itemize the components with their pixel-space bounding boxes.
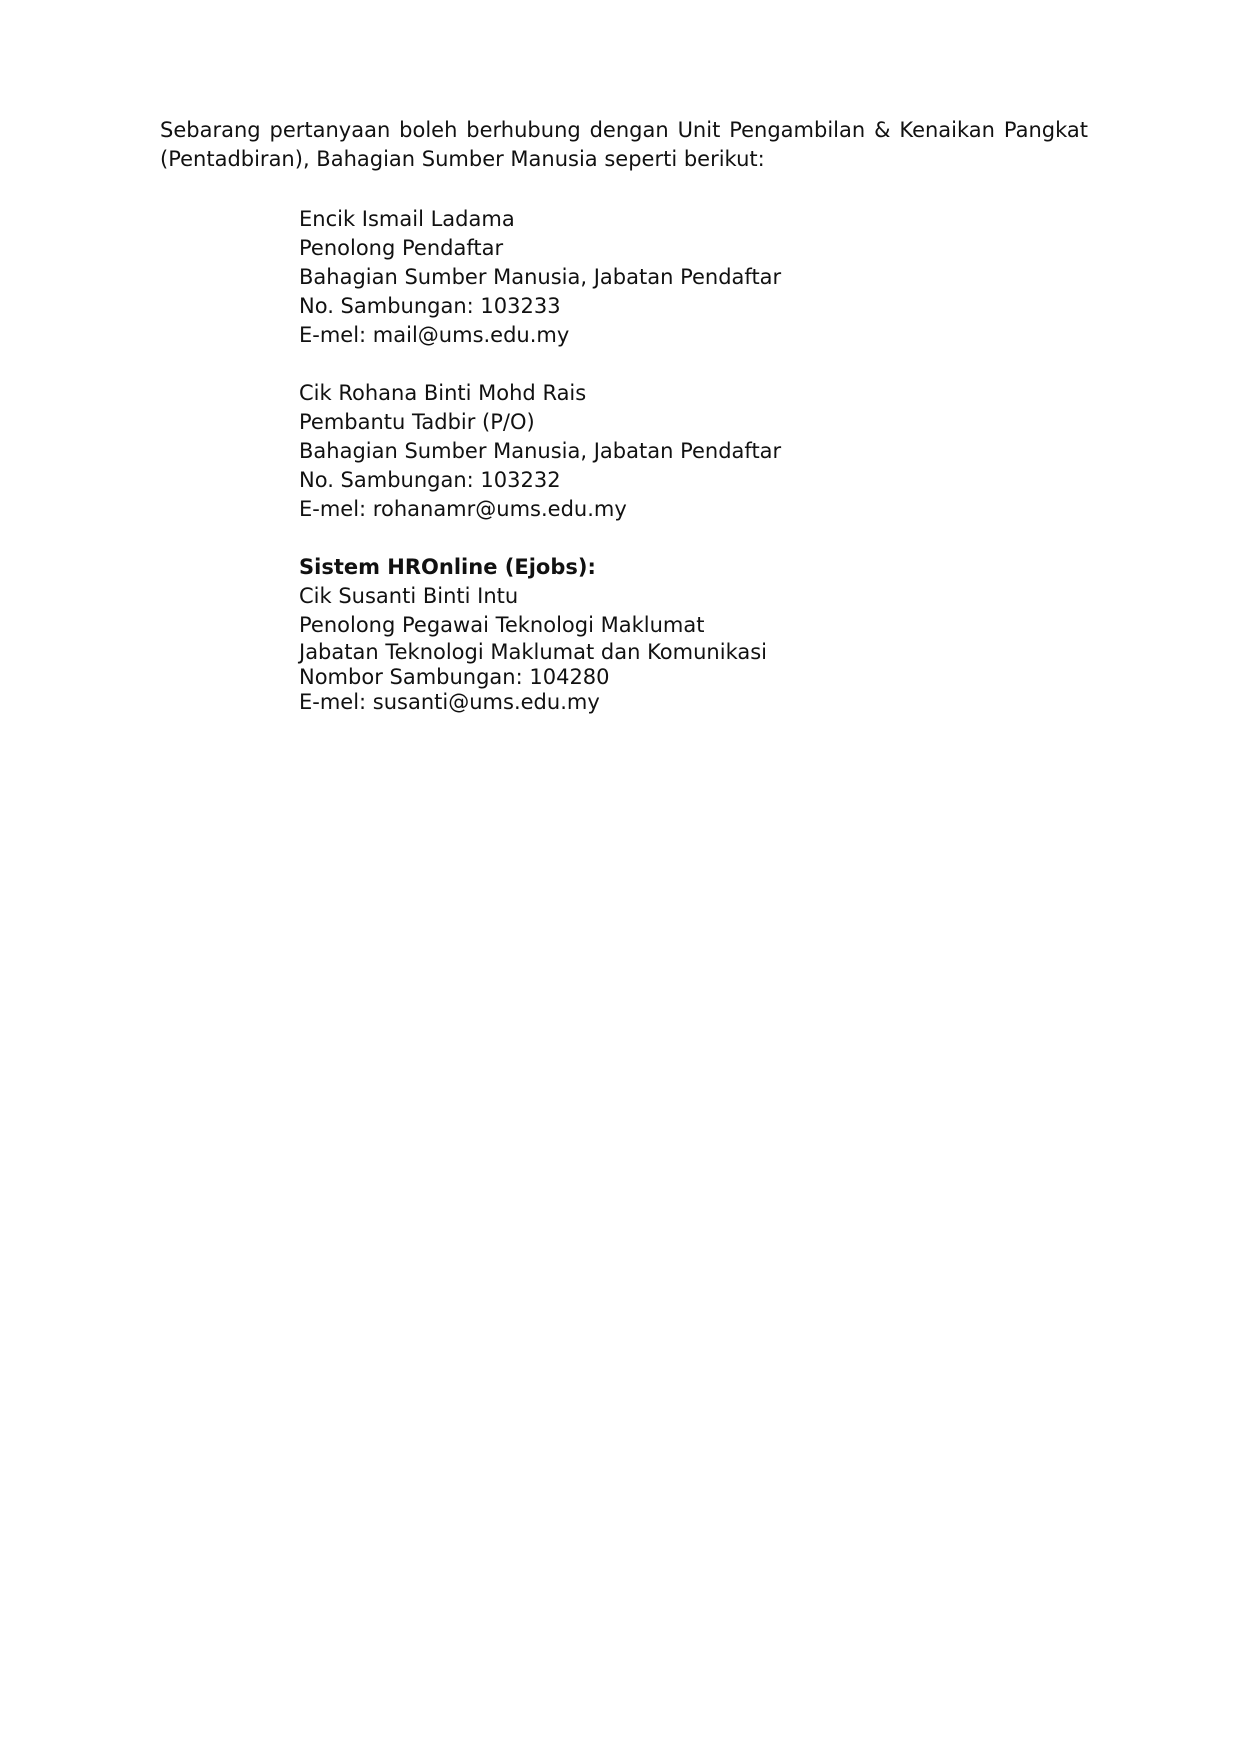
contact-name: Encik Ismail Ladama: [299, 207, 515, 231]
contact-block-2: [299, 379, 999, 524]
contact-department: Bahagian Sumber Manusia, Jabatan Pendaftar: [299, 439, 782, 463]
contact-name: Cik Susanti Binti Intu: [299, 584, 519, 608]
contact-email: E-mel: susanti@ums.edu.my: [299, 690, 600, 714]
contact-extension: No. Sambungan: 103233: [299, 294, 561, 318]
contact-extension: Nombor Sambungan: 104280: [299, 665, 610, 689]
contact-block-3: [299, 553, 999, 715]
contact-email: E-mel: rohanamr@ums.edu.my: [299, 497, 627, 521]
contact-block-1: [299, 205, 999, 350]
section-heading: Sistem HROnline (Ejobs):: [299, 555, 596, 579]
contact-list: [299, 205, 999, 744]
contact-extension: No. Sambungan: 103232: [299, 468, 561, 492]
contact-name: Cik Rohana Binti Mohd Rais: [299, 381, 587, 405]
contact-position: Penolong Pendaftar: [299, 236, 504, 260]
contact-department: Bahagian Sumber Manusia, Jabatan Pendaftar: [299, 265, 782, 289]
intro-paragraph: Sebarang pertanyaan boleh berhubung dengan Unit Pengambilan & Kenaikan Pangkat (Pentadbiran), Bahagian Sumber Manusia seperti berikut:: [160, 118, 1088, 171]
contact-position: Penolong Pegawai Teknologi Maklumat: [299, 613, 705, 637]
contact-department: Jabatan Teknologi Maklumat dan Komunikasi: [299, 640, 767, 664]
contact-position: Pembantu Tadbir (P/O): [299, 410, 535, 434]
contact-email: E-mel: mail@ums.edu.my: [299, 323, 570, 347]
